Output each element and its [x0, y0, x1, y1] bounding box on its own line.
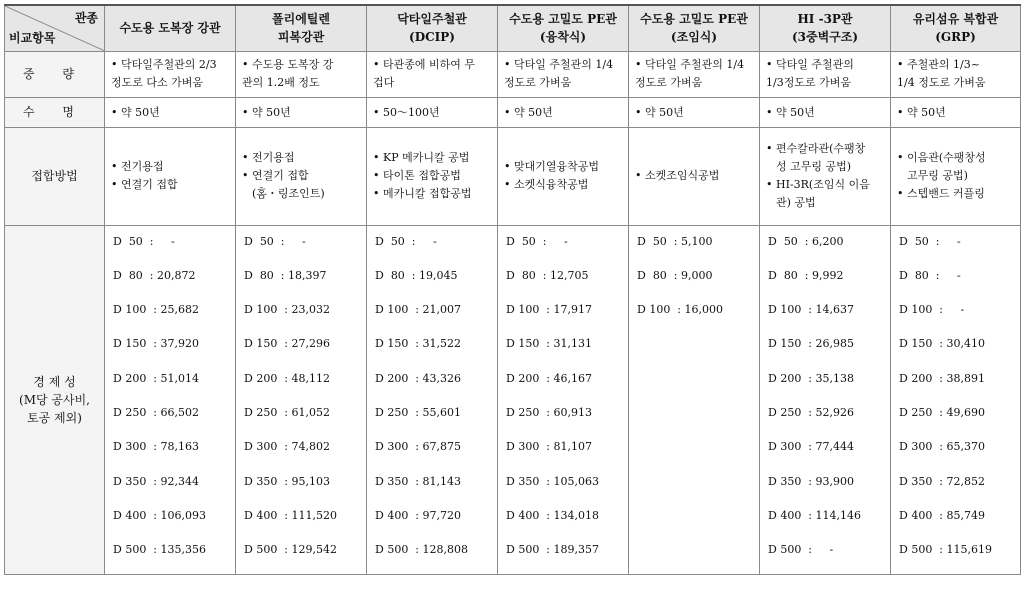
col-header-hdpe-fusion	[498, 5, 629, 51]
col-header-line: (융착식)	[539, 30, 587, 45]
cell-life: • 약 50년	[498, 97, 629, 127]
cell-joint: • 전기용접 • 연결기 접합	[105, 127, 236, 225]
header-row	[5, 5, 1021, 51]
cost-line: D 50 : -	[899, 234, 961, 248]
cost-line: D 80 : 9,992	[768, 268, 844, 282]
cost-line: D 100 : 21,007	[375, 303, 461, 317]
cost-line: D 150 : 26,985	[768, 337, 854, 351]
cost-line: D 200 : 48,112	[244, 371, 330, 385]
cost-line: D 500 : 129,542	[244, 543, 337, 557]
cost-line: D 80 : 12,705	[506, 268, 589, 282]
cost-line: D 400 : 85,749	[899, 508, 985, 522]
cost-line: D 100 : -	[899, 303, 965, 317]
cost-line: D 500 : 115,619	[899, 543, 992, 557]
cost-line: D 500 : 128,808	[375, 543, 468, 557]
cost-line: D 50 : -	[113, 234, 175, 248]
row-label-cost: 경 제 성 (M당 공사비, 토공 제외)	[5, 225, 105, 575]
col-header-line: 수도용 고밀도 PE관	[509, 12, 617, 27]
cost-line: D 250 : 60,913	[506, 405, 592, 419]
cost-line: D 150 : 37,920	[113, 337, 199, 351]
cost-line: D 150 : 30,410	[899, 337, 985, 351]
corner-top-label: 관종	[74, 11, 98, 25]
cost-line: D 200 : 35,138	[768, 371, 854, 385]
cell-weight: • 닥타일 주철관의 1/3정도로 가벼움	[760, 51, 891, 97]
col-header-line: (GRP)	[935, 30, 976, 45]
cost-line: D 200 : 46,167	[506, 371, 592, 385]
cost-line: D 250 : 61,052	[244, 405, 330, 419]
cost-line: D 400 : 134,018	[506, 508, 599, 522]
col-header-line: (3중벽구조)	[791, 30, 859, 45]
cost-line: D 80 : -	[899, 268, 961, 282]
cost-line: D 300 : 67,875	[375, 440, 461, 454]
col-header-line: HI -3P관	[797, 12, 853, 27]
row-label-weight: 중 량	[5, 51, 105, 97]
cost-line: D 350 : 72,852	[899, 474, 985, 488]
cell-weight: • 수도용 도복장 강 관의 1.2배 정도	[236, 51, 367, 97]
col-header-line: (조임식)	[670, 30, 718, 45]
cost-line: D 200 : 43,326	[375, 371, 461, 385]
cost-line: D 300 : 78,163	[113, 440, 199, 454]
col-header-line: 닥타일주철관	[397, 12, 467, 27]
col-header-grp	[891, 5, 1021, 51]
cell-weight: • 주철관의 1/3~ 1/4 정도로 가벼움	[891, 51, 1021, 97]
cost-line: D 100 : 14,637	[768, 303, 854, 317]
cost-line: D 150 : 27,296	[244, 337, 330, 351]
col-header-line: (DCIP)	[409, 30, 455, 45]
cell-cost	[498, 225, 629, 575]
cost-line: D 250 : 52,926	[768, 405, 854, 419]
cost-line: D 50 : 5,100	[637, 234, 713, 248]
cost-line: D 500 : 189,357	[506, 543, 599, 557]
cell-joint: • 전기용접 • 연결기 접합 (홈・링조인트)	[236, 127, 367, 225]
cell-joint: • KP 메카니칼 공법 • 타이톤 접합공법 • 메카니칼 접합공법	[367, 127, 498, 225]
cost-line: D 350 : 81,143	[375, 474, 461, 488]
cost-line: D 150 : 31,131	[506, 337, 592, 351]
cost-line: D 500 : 135,356	[113, 543, 206, 557]
cost-line: D 250 : 66,502	[113, 405, 199, 419]
corner-bottom-label: 비교항목	[9, 30, 56, 45]
row-life	[5, 97, 1021, 127]
cell-life: • 약 50년	[236, 97, 367, 127]
cost-line: D 400 : 111,520	[244, 508, 337, 522]
cell-life: • 약 50년	[629, 97, 760, 127]
cell-cost	[367, 225, 498, 575]
cost-line: D 500 : -	[768, 543, 834, 557]
cell-joint: • 맞대기열융착공법 • 소켓식융착공법	[498, 127, 629, 225]
col-header-dcip	[367, 5, 498, 51]
cell-cost	[236, 225, 367, 575]
cell-cost	[105, 225, 236, 575]
cell-weight: • 닥타일 주철관의 1/4 정도로 가벼움	[498, 51, 629, 97]
cell-life: • 약 50년	[891, 97, 1021, 127]
cost-line: D 300 : 65,370	[899, 440, 985, 454]
cost-line: D 80 : 18,397	[244, 268, 327, 282]
col-header-line: 수도용 도복장 강관	[119, 21, 221, 36]
cost-line: D 50 : -	[375, 234, 437, 248]
cost-line: D 300 : 77,444	[768, 440, 854, 454]
cost-line: D 400 : 114,146	[768, 508, 861, 522]
cell-weight: • 닥타일주철관의 2/3 정도로 다소 가벼움	[105, 51, 236, 97]
cost-line: D 150 : 31,522	[375, 337, 461, 351]
cost-line: D 350 : 95,103	[244, 474, 330, 488]
cell-joint: • 소켓조임식공법	[629, 127, 760, 225]
row-label-life: 수 명	[5, 97, 105, 127]
col-header-hi3p	[760, 5, 891, 51]
row-joint	[5, 127, 1021, 225]
cost-line: D 50 : -	[506, 234, 568, 248]
cell-cost	[760, 225, 891, 575]
cost-line: D 100 : 23,032	[244, 303, 330, 317]
cost-line: D 250 : 55,601	[375, 405, 461, 419]
cost-line: D 300 : 81,107	[506, 440, 592, 454]
cost-line: D 80 : 9,000	[637, 268, 713, 282]
cost-line: D 100 : 17,917	[506, 303, 592, 317]
cost-line: D 100 : 16,000	[637, 303, 723, 317]
cell-weight: • 닥타일 주철관의 1/4 정도로 가벼움	[629, 51, 760, 97]
col-header-hdpe-clamp	[629, 5, 760, 51]
cost-line: D 400 : 106,093	[113, 508, 206, 522]
cost-line: D 200 : 51,014	[113, 371, 199, 385]
col-header-line: 피복강관	[277, 30, 325, 45]
cell-life: • 약 50년	[760, 97, 891, 127]
col-header-line: 폴리에틸렌	[272, 12, 330, 27]
col-header-pe-steel	[236, 5, 367, 51]
cost-line: D 200 : 38,891	[899, 371, 985, 385]
cell-cost	[891, 225, 1021, 575]
row-label-joint: 접합방법	[5, 127, 105, 225]
cost-line: D 80 : 19,045	[375, 268, 458, 282]
cost-line: D 250 : 49,690	[899, 405, 985, 419]
pipe-comparison-table	[4, 4, 1021, 575]
cost-line: D 50 : -	[244, 234, 306, 248]
cost-line: D 350 : 105,063	[506, 474, 599, 488]
cell-joint: • 이음관(수팽창성 고무링 공법) • 스텝밴드 커플링	[891, 127, 1021, 225]
cost-line: D 350 : 93,900	[768, 474, 854, 488]
row-weight	[5, 51, 1021, 97]
cell-joint: • 편수칼라관(수팽창 성 고무링 공법) • HI-3R(조임식 이음 관) 공법	[760, 127, 891, 225]
corner-header	[5, 5, 105, 51]
cost-line: D 300 : 74,802	[244, 440, 330, 454]
cost-line: D 50 : 6,200	[768, 234, 844, 248]
comparison-table-container	[4, 4, 1020, 575]
cell-cost	[629, 225, 760, 575]
cost-line: D 350 : 92,344	[113, 474, 199, 488]
col-header-steel	[105, 5, 236, 51]
cell-life: • 50～100년	[367, 97, 498, 127]
row-cost	[5, 225, 1021, 575]
cell-weight: • 타관종에 비하여 무 겁다	[367, 51, 498, 97]
col-header-line: 유리섬유 복합관	[912, 12, 999, 27]
cost-line: D 400 : 97,720	[375, 508, 461, 522]
cost-line: D 100 : 25,682	[113, 303, 199, 317]
cell-life: • 약 50년	[105, 97, 236, 127]
cost-line: D 80 : 20,872	[113, 268, 196, 282]
col-header-line: 수도용 고밀도 PE관	[640, 12, 748, 27]
